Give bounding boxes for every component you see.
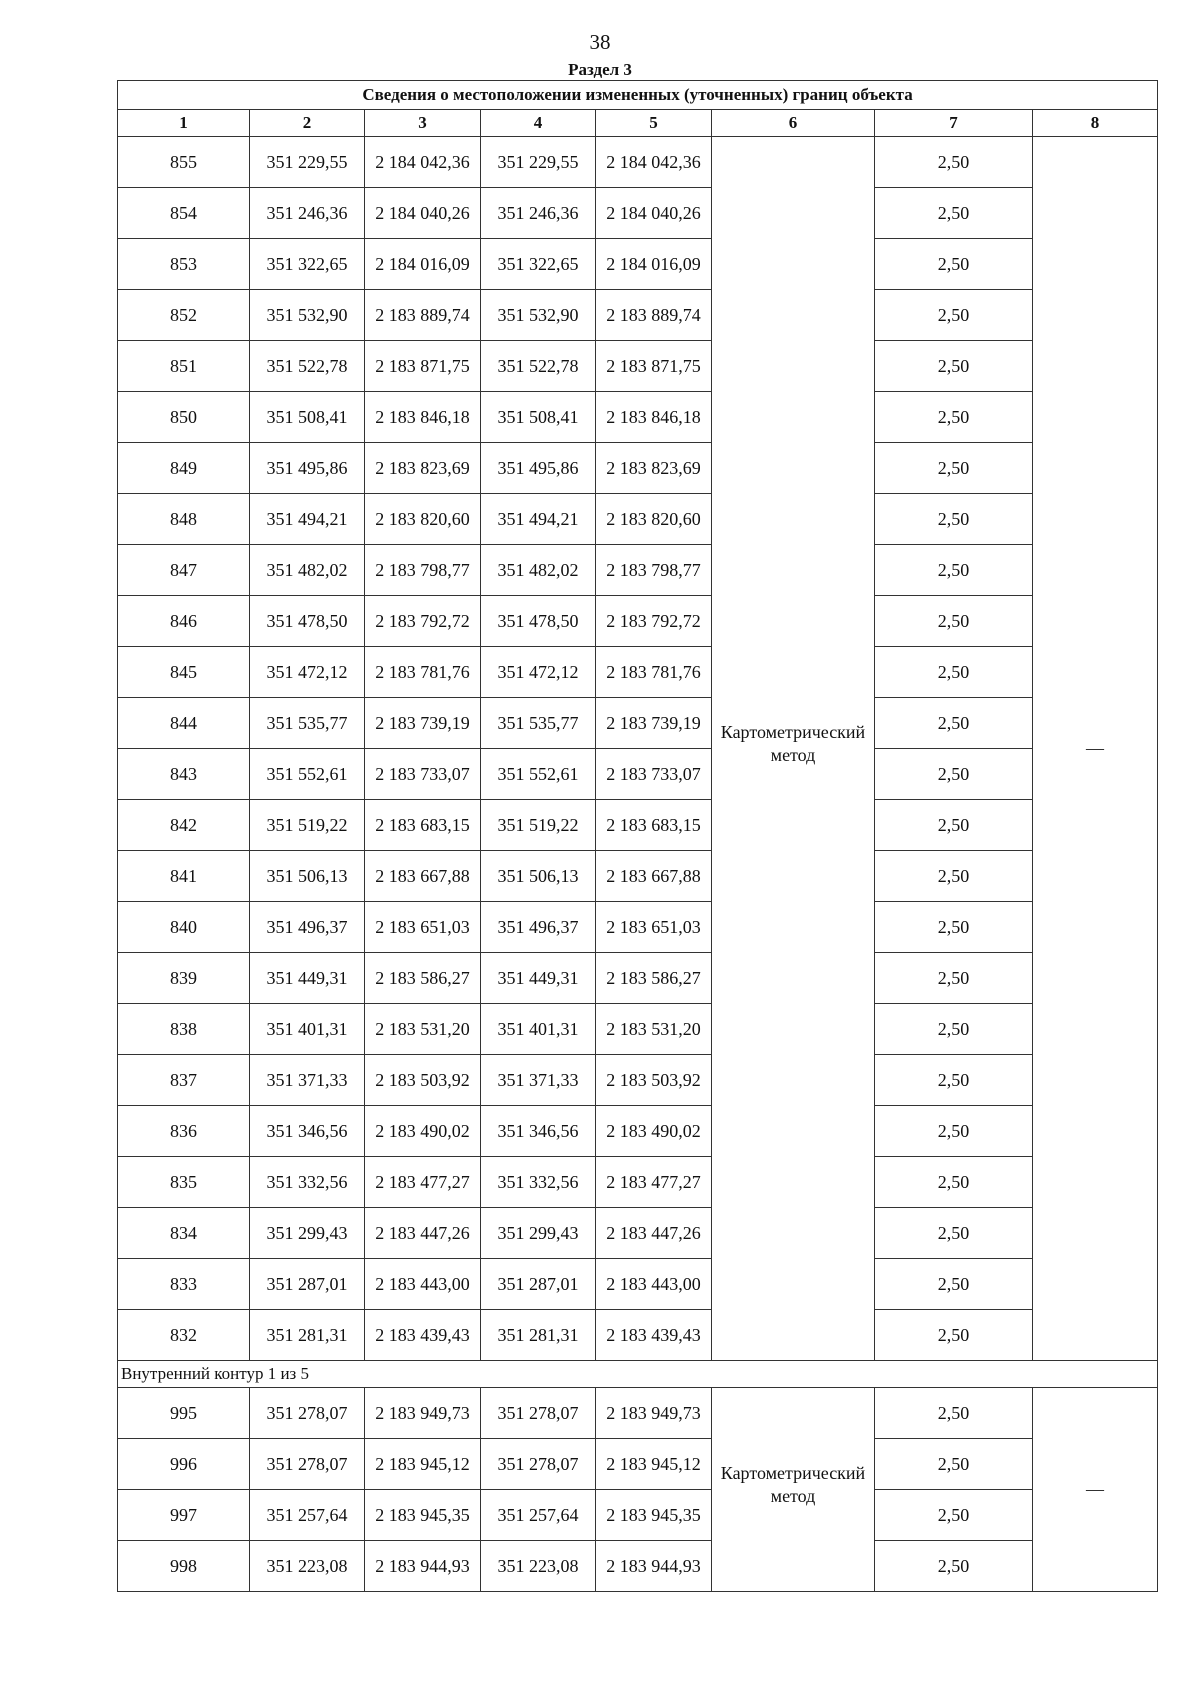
y-old-cell: 2 183 739,19 <box>365 698 481 749</box>
y-new-cell: 2 183 781,76 <box>596 647 712 698</box>
x-old-cell: 351 371,33 <box>250 1055 365 1106</box>
y-old-cell: 2 183 733,07 <box>365 749 481 800</box>
table-row <box>118 239 1158 290</box>
accuracy-cell: 2,50 <box>875 1490 1033 1541</box>
table-row <box>118 1208 1158 1259</box>
x-new-cell: 351 246,36 <box>481 188 596 239</box>
column-number-6: 6 <box>712 110 875 137</box>
x-new-cell: 351 278,07 <box>481 1439 596 1490</box>
table-body <box>118 81 1158 1592</box>
x-old-cell: 351 472,12 <box>250 647 365 698</box>
y-old-cell: 2 183 651,03 <box>365 902 481 953</box>
table-row <box>118 596 1158 647</box>
y-old-cell: 2 183 531,20 <box>365 1004 481 1055</box>
y-new-cell: 2 183 739,19 <box>596 698 712 749</box>
x-new-cell: 351 519,22 <box>481 800 596 851</box>
y-old-cell: 2 183 820,60 <box>365 494 481 545</box>
x-new-cell: 351 522,78 <box>481 341 596 392</box>
point-number-cell: 836 <box>118 1106 250 1157</box>
table-row <box>118 1541 1158 1592</box>
x-new-cell: 351 281,31 <box>481 1310 596 1361</box>
accuracy-cell: 2,50 <box>875 137 1033 188</box>
x-old-cell: 351 346,56 <box>250 1106 365 1157</box>
x-new-cell: 351 278,07 <box>481 1388 596 1439</box>
x-old-cell: 351 229,55 <box>250 137 365 188</box>
accuracy-cell: 2,50 <box>875 188 1033 239</box>
y-old-cell: 2 183 443,00 <box>365 1259 481 1310</box>
accuracy-cell: 2,50 <box>875 494 1033 545</box>
x-new-cell: 351 287,01 <box>481 1259 596 1310</box>
table-row <box>118 392 1158 443</box>
accuracy-cell: 2,50 <box>875 443 1033 494</box>
y-new-cell: 2 184 016,09 <box>596 239 712 290</box>
y-new-cell: 2 183 792,72 <box>596 596 712 647</box>
y-new-cell: 2 183 667,88 <box>596 851 712 902</box>
accuracy-cell: 2,50 <box>875 596 1033 647</box>
x-old-cell: 351 535,77 <box>250 698 365 749</box>
y-new-cell: 2 183 531,20 <box>596 1004 712 1055</box>
x-old-cell: 351 496,37 <box>250 902 365 953</box>
accuracy-cell: 2,50 <box>875 902 1033 953</box>
y-new-cell: 2 183 683,15 <box>596 800 712 851</box>
point-number-cell: 849 <box>118 443 250 494</box>
x-old-cell: 351 532,90 <box>250 290 365 341</box>
accuracy-cell: 2,50 <box>875 1208 1033 1259</box>
accuracy-cell: 2,50 <box>875 647 1033 698</box>
x-new-cell: 351 346,56 <box>481 1106 596 1157</box>
y-new-cell: 2 184 042,36 <box>596 137 712 188</box>
x-old-cell: 351 278,07 <box>250 1439 365 1490</box>
accuracy-cell: 2,50 <box>875 1106 1033 1157</box>
y-new-cell: 2 183 889,74 <box>596 290 712 341</box>
table-row <box>118 749 1158 800</box>
y-new-cell: 2 183 846,18 <box>596 392 712 443</box>
page-number: 38 <box>589 30 611 54</box>
y-old-cell: 2 183 447,26 <box>365 1208 481 1259</box>
y-old-cell: 2 183 944,93 <box>365 1541 481 1592</box>
y-old-cell: 2 184 042,36 <box>365 137 481 188</box>
x-new-cell: 351 401,31 <box>481 1004 596 1055</box>
y-old-cell: 2 183 792,72 <box>365 596 481 647</box>
table-row <box>118 1259 1158 1310</box>
y-old-cell: 2 183 871,75 <box>365 341 481 392</box>
x-old-cell: 351 494,21 <box>250 494 365 545</box>
table-row <box>118 188 1158 239</box>
y-new-cell: 2 183 798,77 <box>596 545 712 596</box>
point-number-cell: 841 <box>118 851 250 902</box>
y-new-cell: 2 183 823,69 <box>596 443 712 494</box>
point-number-cell: 843 <box>118 749 250 800</box>
x-new-cell: 351 508,41 <box>481 392 596 443</box>
table-row <box>118 137 1158 188</box>
x-old-cell: 351 223,08 <box>250 1541 365 1592</box>
y-new-cell: 2 183 944,93 <box>596 1541 712 1592</box>
point-number-cell: 848 <box>118 494 250 545</box>
table-row <box>118 1004 1158 1055</box>
table-row <box>118 1106 1158 1157</box>
y-old-cell: 2 183 503,92 <box>365 1055 481 1106</box>
x-new-cell: 351 552,61 <box>481 749 596 800</box>
table-row <box>118 1310 1158 1361</box>
y-new-cell: 2 183 490,02 <box>596 1106 712 1157</box>
y-old-cell: 2 183 586,27 <box>365 953 481 1004</box>
accuracy-cell: 2,50 <box>875 290 1033 341</box>
y-old-cell: 2 183 889,74 <box>365 290 481 341</box>
column-number-row <box>118 110 1158 137</box>
y-new-cell: 2 183 949,73 <box>596 1388 712 1439</box>
accuracy-cell: 2,50 <box>875 239 1033 290</box>
column-number-8: 8 <box>1033 110 1158 137</box>
column-number-4: 4 <box>481 110 596 137</box>
boundary-table <box>117 80 1158 1592</box>
y-old-cell: 2 183 490,02 <box>365 1106 481 1157</box>
x-old-cell: 351 281,31 <box>250 1310 365 1361</box>
y-old-cell: 2 183 949,73 <box>365 1388 481 1439</box>
table-row <box>118 1055 1158 1106</box>
point-number-cell: 998 <box>118 1541 250 1592</box>
x-old-cell: 351 257,64 <box>250 1490 365 1541</box>
y-new-cell: 2 183 586,27 <box>596 953 712 1004</box>
x-old-cell: 351 506,13 <box>250 851 365 902</box>
x-old-cell: 351 332,56 <box>250 1157 365 1208</box>
x-new-cell: 351 535,77 <box>481 698 596 749</box>
point-number-cell: 850 <box>118 392 250 443</box>
y-old-cell: 2 184 016,09 <box>365 239 481 290</box>
table-row <box>118 1439 1158 1490</box>
point-number-cell: 838 <box>118 1004 250 1055</box>
column-number-3: 3 <box>365 110 481 137</box>
x-new-cell: 351 494,21 <box>481 494 596 545</box>
x-old-cell: 351 287,01 <box>250 1259 365 1310</box>
point-number-cell: 854 <box>118 188 250 239</box>
y-new-cell: 2 183 439,43 <box>596 1310 712 1361</box>
point-number-cell: 852 <box>118 290 250 341</box>
x-old-cell: 351 552,61 <box>250 749 365 800</box>
y-new-cell: 2 183 733,07 <box>596 749 712 800</box>
x-new-cell: 351 532,90 <box>481 290 596 341</box>
x-new-cell: 351 229,55 <box>481 137 596 188</box>
point-number-cell: 995 <box>118 1388 250 1439</box>
table-row <box>118 902 1158 953</box>
accuracy-cell: 2,50 <box>875 800 1033 851</box>
accuracy-cell: 2,50 <box>875 1055 1033 1106</box>
table-row <box>118 1490 1158 1541</box>
table-title-row <box>118 81 1158 110</box>
point-number-cell: 840 <box>118 902 250 953</box>
x-old-cell: 351 246,36 <box>250 188 365 239</box>
x-old-cell: 351 482,02 <box>250 545 365 596</box>
notes-cell: — <box>1033 137 1158 1361</box>
point-number-cell: 832 <box>118 1310 250 1361</box>
y-new-cell: 2 183 503,92 <box>596 1055 712 1106</box>
x-new-cell: 351 478,50 <box>481 596 596 647</box>
point-number-cell: 833 <box>118 1259 250 1310</box>
x-new-cell: 351 223,08 <box>481 1541 596 1592</box>
accuracy-cell: 2,50 <box>875 1541 1033 1592</box>
x-new-cell: 351 322,65 <box>481 239 596 290</box>
x-old-cell: 351 401,31 <box>250 1004 365 1055</box>
notes-cell: — <box>1033 1388 1158 1592</box>
y-old-cell: 2 183 945,35 <box>365 1490 481 1541</box>
accuracy-cell: 2,50 <box>875 341 1033 392</box>
accuracy-cell: 2,50 <box>875 1157 1033 1208</box>
accuracy-cell: 2,50 <box>875 851 1033 902</box>
accuracy-cell: 2,50 <box>875 392 1033 443</box>
x-old-cell: 351 299,43 <box>250 1208 365 1259</box>
y-old-cell: 2 183 846,18 <box>365 392 481 443</box>
y-old-cell: 2 183 781,76 <box>365 647 481 698</box>
y-old-cell: 2 183 945,12 <box>365 1439 481 1490</box>
y-old-cell: 2 183 439,43 <box>365 1310 481 1361</box>
y-new-cell: 2 183 477,27 <box>596 1157 712 1208</box>
accuracy-cell: 2,50 <box>875 1439 1033 1490</box>
accuracy-cell: 2,50 <box>875 953 1033 1004</box>
x-new-cell: 351 496,37 <box>481 902 596 953</box>
table-row <box>118 647 1158 698</box>
table-row <box>118 800 1158 851</box>
point-number-cell: 835 <box>118 1157 250 1208</box>
table-row <box>118 545 1158 596</box>
x-new-cell: 351 506,13 <box>481 851 596 902</box>
y-new-cell: 2 183 945,35 <box>596 1490 712 1541</box>
y-old-cell: 2 183 667,88 <box>365 851 481 902</box>
method-cell: Картометрический метод <box>712 137 875 1361</box>
x-old-cell: 351 278,07 <box>250 1388 365 1439</box>
table-title: Сведения о местоположении измененных (уточненных) границ объекта <box>118 81 1158 110</box>
column-number-5: 5 <box>596 110 712 137</box>
table-row <box>118 341 1158 392</box>
point-number-cell: 837 <box>118 1055 250 1106</box>
table-row <box>118 953 1158 1004</box>
table-row <box>118 1157 1158 1208</box>
x-old-cell: 351 519,22 <box>250 800 365 851</box>
accuracy-cell: 2,50 <box>875 749 1033 800</box>
y-old-cell: 2 183 683,15 <box>365 800 481 851</box>
x-old-cell: 351 522,78 <box>250 341 365 392</box>
point-number-cell: 847 <box>118 545 250 596</box>
y-new-cell: 2 184 040,26 <box>596 188 712 239</box>
y-new-cell: 2 183 447,26 <box>596 1208 712 1259</box>
y-new-cell: 2 183 651,03 <box>596 902 712 953</box>
y-new-cell: 2 183 820,60 <box>596 494 712 545</box>
x-new-cell: 351 449,31 <box>481 953 596 1004</box>
point-number-cell: 844 <box>118 698 250 749</box>
x-old-cell: 351 508,41 <box>250 392 365 443</box>
accuracy-cell: 2,50 <box>875 545 1033 596</box>
x-new-cell: 351 495,86 <box>481 443 596 494</box>
accuracy-cell: 2,50 <box>875 1310 1033 1361</box>
y-old-cell: 2 183 823,69 <box>365 443 481 494</box>
table-row <box>118 1388 1158 1439</box>
x-new-cell: 351 257,64 <box>481 1490 596 1541</box>
column-number-2: 2 <box>250 110 365 137</box>
contour-label: Внутренний контур 1 из 5 <box>118 1361 1158 1388</box>
contour-label-row <box>118 1361 1158 1388</box>
point-number-cell: 842 <box>118 800 250 851</box>
table-row <box>118 443 1158 494</box>
method-cell: Картометрический метод <box>712 1388 875 1592</box>
point-number-cell: 851 <box>118 341 250 392</box>
table-row <box>118 851 1158 902</box>
x-new-cell: 351 371,33 <box>481 1055 596 1106</box>
point-number-cell: 839 <box>118 953 250 1004</box>
y-new-cell: 2 183 945,12 <box>596 1439 712 1490</box>
column-number-1: 1 <box>118 110 250 137</box>
y-new-cell: 2 183 443,00 <box>596 1259 712 1310</box>
y-new-cell: 2 183 871,75 <box>596 341 712 392</box>
table-row <box>118 290 1158 341</box>
x-new-cell: 351 299,43 <box>481 1208 596 1259</box>
section-title: Раздел 3 <box>568 60 632 79</box>
point-number-cell: 855 <box>118 137 250 188</box>
accuracy-cell: 2,50 <box>875 1259 1033 1310</box>
point-number-cell: 853 <box>118 239 250 290</box>
point-number-cell: 997 <box>118 1490 250 1541</box>
y-old-cell: 2 183 477,27 <box>365 1157 481 1208</box>
x-old-cell: 351 478,50 <box>250 596 365 647</box>
y-old-cell: 2 184 040,26 <box>365 188 481 239</box>
x-new-cell: 351 482,02 <box>481 545 596 596</box>
point-number-cell: 834 <box>118 1208 250 1259</box>
x-old-cell: 351 495,86 <box>250 443 365 494</box>
x-old-cell: 351 449,31 <box>250 953 365 1004</box>
point-number-cell: 845 <box>118 647 250 698</box>
point-number-cell: 996 <box>118 1439 250 1490</box>
column-number-7: 7 <box>875 110 1033 137</box>
x-new-cell: 351 472,12 <box>481 647 596 698</box>
point-number-cell: 846 <box>118 596 250 647</box>
accuracy-cell: 2,50 <box>875 698 1033 749</box>
y-old-cell: 2 183 798,77 <box>365 545 481 596</box>
accuracy-cell: 2,50 <box>875 1004 1033 1055</box>
x-new-cell: 351 332,56 <box>481 1157 596 1208</box>
x-old-cell: 351 322,65 <box>250 239 365 290</box>
accuracy-cell: 2,50 <box>875 1388 1033 1439</box>
table-row <box>118 698 1158 749</box>
table-row <box>118 494 1158 545</box>
